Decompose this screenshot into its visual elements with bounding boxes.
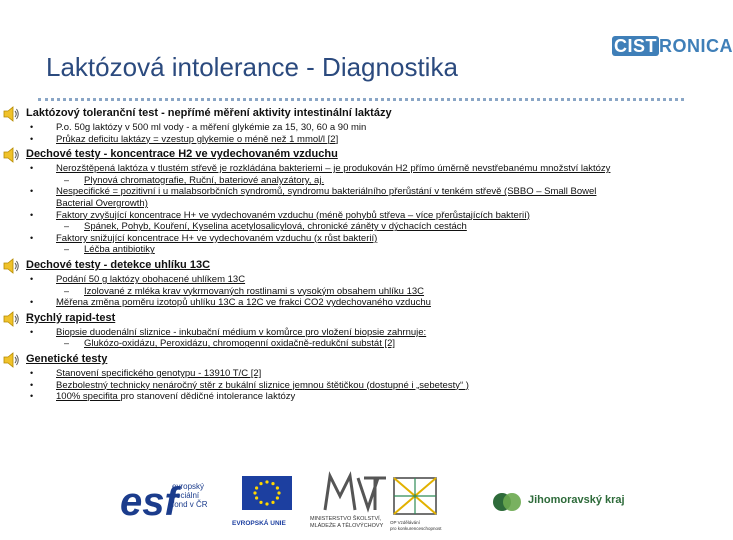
speaker-icon[interactable] <box>2 257 20 275</box>
bullet-icon: • <box>30 274 34 284</box>
section-heading[interactable]: Genetické testy <box>26 353 108 365</box>
bullet-icon: • <box>30 133 34 144</box>
dash-icon: – <box>64 285 70 296</box>
speaker-icon[interactable] <box>2 310 20 328</box>
section-heading: Laktózový toleranční test - nepřímé měření aktivity intestinální laktázy <box>26 107 392 119</box>
dash-icon: – <box>64 174 70 185</box>
bullet-icon: • <box>30 326 34 337</box>
logo-text-ronica: RONICA <box>659 36 733 56</box>
section-heading[interactable]: Dechové testy - koncentrace H2 ve vydechovaném vzduchu <box>26 148 338 161</box>
msmt-mark-icon <box>320 472 390 512</box>
bullet-item <box>30 133 339 145</box>
op-label: OP Vzdělávání pro konkurenceschopnost <box>390 520 442 531</box>
bullet-item <box>30 274 246 285</box>
bullet-item <box>30 297 431 309</box>
esf-logo-mark: esf <box>120 480 178 524</box>
item-text[interactable]: Podání 50 g laktózy obohacené uhlíkem 13C <box>56 274 246 285</box>
bullet-item <box>30 163 611 175</box>
sponsor-logos <box>120 470 720 540</box>
speaker-icon[interactable] <box>2 146 20 164</box>
item-text[interactable]: Průkaz deficitu laktázy = vzestup glykemie o méně než 1 mmol/l [2] <box>56 133 339 145</box>
dash-icon: – <box>64 221 70 232</box>
bullet-item <box>30 186 597 198</box>
page-title: Laktózová intolerance - Diagnostika <box>46 52 458 82</box>
bullet-item <box>30 368 262 379</box>
item-text[interactable]: Bacterial Overgrowth) <box>56 198 148 209</box>
bullet-item <box>30 391 296 403</box>
sub-bullet-item <box>64 338 396 350</box>
bullet-item <box>30 232 378 244</box>
item-text[interactable]: Nespecifické = pozitivní i u malabsorbčních syndromů, syndromu bakteriálního přerůstání v tenkém střevě (SBBO – Small Bowel <box>56 186 597 198</box>
item-text: pro stanovení dědičné intolerance laktózy <box>120 391 296 403</box>
item-text[interactable]: Léčba antibiotiky <box>84 244 155 256</box>
item-text[interactable]: Bezbolestný technicky nenáročný stěr z bukální sliznice jemnou štětičkou (dostupné i „sebetesty“ ) <box>56 379 469 391</box>
item-text[interactable]: Glukózo-oxidázu, Peroxidázu, chromogenní oxidačně-redukční substát [2] <box>84 338 396 350</box>
section-heading[interactable]: Dechové testy - detekce uhlíku 13C <box>26 259 211 271</box>
speaker-icon[interactable] <box>2 351 20 369</box>
speaker-icon[interactable] <box>2 105 20 123</box>
item-text[interactable]: Plynová chromatografie, Ruční, bateriové analyzátory, aj. <box>84 174 325 186</box>
item-text[interactable]: Faktory zvyšující koncentrace H+ ve vydechovaném vzduchu (méně pohybů střeva – více přerůstajících bakterií) <box>56 209 530 221</box>
kraj-label: Jihomoravský kraj <box>528 494 625 506</box>
bullet-item <box>30 122 367 133</box>
kraj-mark-icon <box>492 488 522 516</box>
logo-text-cist: CIST <box>614 36 658 56</box>
esf-logo-text: evropský sociální fond v ČR <box>172 482 208 509</box>
bullet-icon: • <box>30 209 34 220</box>
cistronica-logo <box>592 30 733 72</box>
item-text[interactable]: Nerozštěpená laktóza v tlustém střevě je rozkládána bakteriemi – je produkován H2 přímo úměrně nevstřebanému množství laktózy <box>56 163 611 175</box>
sub-bullet-item <box>64 285 425 297</box>
op-logo <box>390 476 480 534</box>
bullet-icon: • <box>30 163 34 174</box>
sub-bullet-item <box>64 221 467 233</box>
bullet-item <box>30 379 469 391</box>
eu-flag-icon <box>242 476 292 510</box>
bullet-icon: • <box>30 391 34 402</box>
dash-icon: – <box>64 338 70 349</box>
bullet-icon: • <box>30 368 34 378</box>
bullet-icon: • <box>30 297 34 308</box>
eu-logo <box>232 476 302 534</box>
bullet-item <box>56 198 148 209</box>
title-divider <box>38 98 684 101</box>
sub-bullet-item <box>64 244 155 256</box>
eu-label: EVROPSKÁ UNIE <box>232 520 286 527</box>
item-text[interactable]: Měřena změna poměru izotopů uhlíku 13C a 12C ve frakci CO2 vydechovaného vzduchu <box>56 297 431 309</box>
item-text[interactable]: Stanovení specifického genotypu - 13910 T/C [2] <box>56 368 262 379</box>
esf-logo <box>120 478 230 536</box>
item-text[interactable]: Izolované z mléka krav vykrmovaných rostlinami s vysokým obsahem uhlíku 13C <box>84 285 425 297</box>
bullet-icon: • <box>30 186 34 197</box>
dash-icon: – <box>64 244 70 255</box>
bullet-icon: • <box>30 122 34 132</box>
item-text: P.o. 50g laktózy v 500 ml vody - a měření glykémie za 15, 30, 60 a 90 min <box>56 122 367 133</box>
sub-bullet-item <box>64 174 325 186</box>
item-text[interactable]: Faktory snižující koncentrace H+ ve vydechovaném vzduchu (x růst bakterií) <box>56 232 378 244</box>
bullet-item <box>30 209 530 221</box>
msmt-label: MINISTERSTVO ŠKOLSTVÍ, MLÁDEŽE A TĚLOVÝCHOVY <box>310 516 384 529</box>
op-mark-icon <box>392 476 438 516</box>
item-text[interactable]: Spánek, Pohyb, Kouření, Kyselina acetylosalicylová, chronické záněty v dýchacích cestách <box>84 221 467 233</box>
bullet-icon: • <box>30 379 34 390</box>
item-link[interactable]: 100% specifita <box>56 391 121 403</box>
bullet-icon: • <box>30 232 34 243</box>
section-heading[interactable]: Rychlý rapid-test <box>26 311 116 324</box>
jihomoravsky-kraj-logo <box>490 488 710 518</box>
bullet-item <box>30 326 427 338</box>
item-text[interactable]: Biopsie duodenální sliznice - inkubační médium v komůrce pro vložení biopsie zahrnuje: <box>56 326 427 338</box>
